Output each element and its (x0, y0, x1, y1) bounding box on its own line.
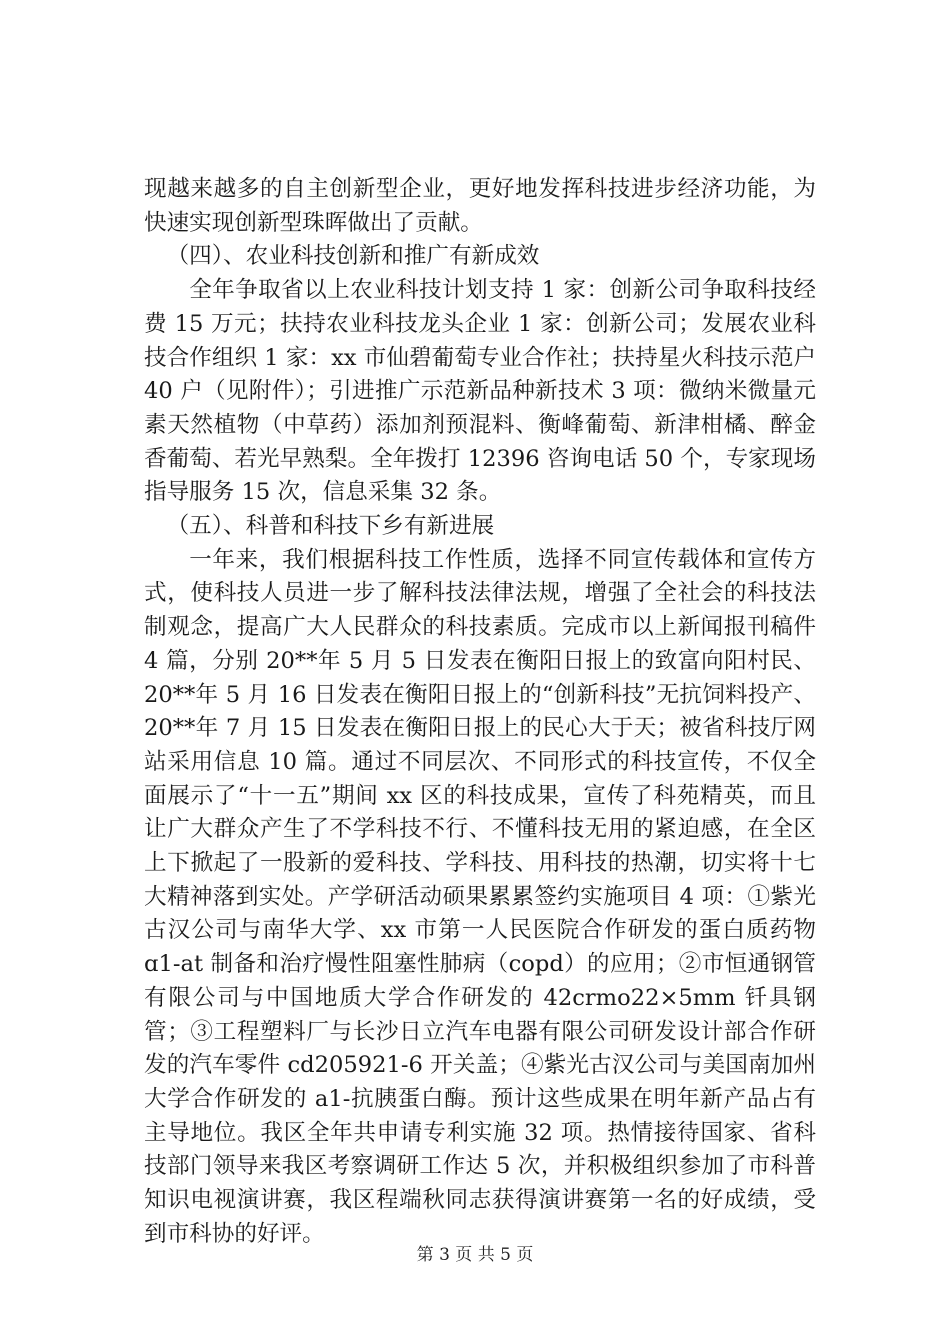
section-heading-science-popularization: （五）、科普和科技下乡有新进展 (166, 513, 495, 540)
page-number-footer: 第 3 页 共 5 页 (416, 1245, 534, 1265)
paragraph-science-popularization: 一年来，我们根据科技工作性质，选择不同宣传载体和宣传方式，使科技人员进一步了解科技法律法规，增强了全社会的科技法制观念，提高广大人民群众的科技素质。完成市以上新闻报刊稿件 4 篇，分别 20**年 5 月 5 日发表在衡阳日报上的致富向阳村民、20**年 5 月 16 日发表在衡阳日报上的“创新科技”无抗饲料投产、20**年 7 月 15 日发表在衡阳日报上的民心大于天；被省科技厅网站采用信息 10 篇。通过不同层次、不同形式的科技宣传，不仅全面展示了“十一五”期间 xx 区的科技成果，宣传了科苑精英，而且让广大群众产生了不学科技不行、不懂科技无用的紧迫感，在全区上下掀起了一股新的爱科技、学科技、用科技的热潮，切实将十七大精神落到实处。产学研活动硕果累累签约实施项目 4 项：①紫光古汉公司与南华大学、xx 市第一人民医院合作研发的蛋白质药物 ɑ1-at 制备和治疗慢性阻塞性肺病（copd）的应用；②市恒通钢管有限公司与中国地质大学合作研发的 42crmo22×5mm 钎具钢管；③工程塑料厂与长沙日立汽车电器有限公司研发设计部合作研发的汽车零件 cd205921-6 开关盖；④紫光古汉公司与美国南加州大学合作研发的 a1-抗胰蛋白酶。预计这些成果在明年新产品占有主导地位。我区全年共申请专利实施 32 项。热情接待国家、省科技部门领导来我区考察调研工作达 5 次，并积极组织参加了市科普知识电视演讲赛，我区程端秋同志获得演讲赛第一名的好成绩，受到市科协的好评。 (144, 546, 816, 1247)
paragraph-agriculture: 全年争取省以上农业科技计划支持 1 家：创新公司争取科技经费 15 万元；扶持农业科技龙头企业 1 家：创新公司；发展农业科技合作组织 1 家：xx 市仙碧葡萄专业合作社；扶持星火科技示范户 40 户（见附件）；引进推广示范新品种新技术 3 项：微纳米微量元素天然植物（中草药）添加剂预混料、衡峰葡萄、新津柑橘、醉金香葡萄、若光早熟梨。全年拨打 12396 咨询电话 50 个，专家现场指导服务 15 次，信息采集 32 条。 (144, 277, 816, 506)
section-heading-agriculture: （四）、农业科技创新和推广有新成效 (166, 243, 540, 270)
document-body (144, 173, 816, 1252)
paragraph-continued: 现越来越多的自主创新型企业，更好地发挥科技进步经济功能，为快速实现创新型珠晖做出了贡献。 (144, 176, 816, 236)
